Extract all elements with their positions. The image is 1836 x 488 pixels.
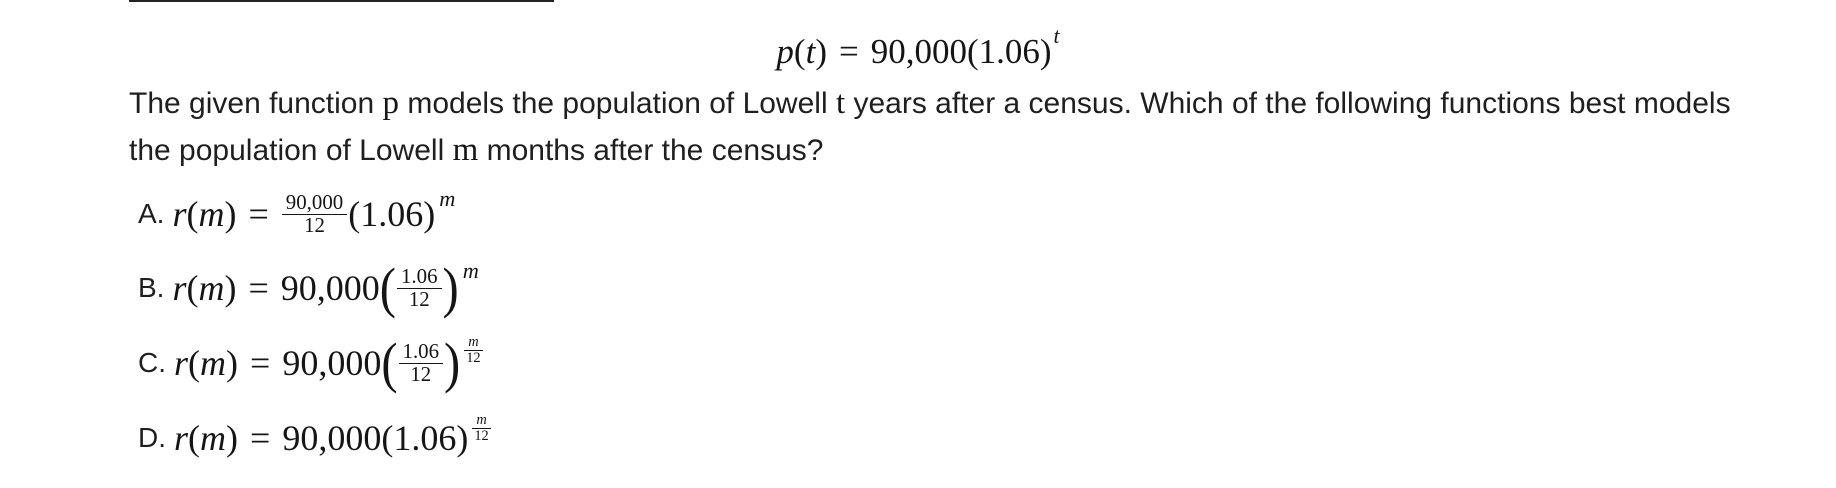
choice-c-equals: =	[250, 343, 271, 383]
choice-d-variable: m	[200, 418, 227, 458]
choice-c-coefficient: 90,000	[282, 343, 382, 383]
question-prompt	[129, 80, 1739, 174]
choice-a-frac-den: 12	[282, 214, 347, 237]
choice-c-variable: m	[200, 343, 227, 383]
choice-c-exp-num: m	[468, 333, 479, 350]
equation-base: 1.06	[978, 32, 1040, 71]
choice-a-equals: =	[248, 194, 269, 234]
choice-b-equals: =	[248, 268, 269, 308]
choice-b-function: r	[172, 268, 187, 308]
choice-a-exponent: m	[439, 185, 456, 211]
choice-d-base: 1.06	[393, 418, 457, 458]
prompt-text-2: models the population of Lowell	[399, 87, 836, 120]
choice-a-function: r	[172, 194, 187, 234]
choice-b-exponent: m	[462, 257, 479, 283]
choice-a-letter: A.	[138, 198, 165, 229]
equation-coefficient: 90,000	[870, 32, 967, 71]
choice-b-frac-den: 12	[397, 288, 442, 311]
equation-function-name: p	[776, 32, 794, 71]
choice-a-expression: r ( m ) = $\frac{90,000}{12}$ ( 1.06 ) m	[172, 185, 456, 237]
choice-b-frac-num: 1.06	[400, 263, 438, 288]
choice-d-coefficient: 90,000	[282, 418, 382, 458]
choice-d-letter: D.	[138, 422, 166, 453]
choice-b-coefficient: 90,000	[280, 268, 380, 308]
prompt-text-1: The given function	[129, 87, 383, 120]
choice-d-exp-den: 12	[474, 428, 489, 445]
choice-b-expression: r ( m ) = 90,000 ( $\frac{1.06}{12}$ ) m	[172, 256, 479, 319]
choice-b-fraction	[399, 263, 440, 311]
prompt-time-var: t	[835, 85, 846, 121]
equation-exponent: t	[1053, 23, 1060, 48]
choice-c-exponent	[465, 335, 481, 366]
choice-c-exp-den: 12	[466, 349, 481, 366]
prompt-text-3: years after a census. Which of the following functions best models the population of Lowell	[129, 87, 1731, 167]
choice-a-fraction	[284, 189, 345, 237]
choice-c-function: r	[174, 343, 189, 383]
choice-c-frac-num: 1.06	[402, 338, 440, 363]
choice-b[interactable]	[138, 258, 479, 318]
choice-c-letter: C.	[138, 347, 166, 378]
top-divider	[129, 0, 554, 2]
equation-variable: t	[805, 32, 816, 71]
choice-c-expression: r ( m ) = 90,000 ( $\frac{1.06}{12}$ ) $\frac{m}{12}$	[174, 331, 481, 394]
choice-d-expression: r ( m ) = 90,000 ( 1.06 ) $\frac{m}{12}$	[174, 412, 489, 458]
prompt-text-4: months after the census?	[478, 134, 824, 167]
choice-d-function: r	[174, 418, 189, 458]
choice-a-base: 1.06	[360, 194, 424, 234]
choice-c[interactable]	[138, 333, 482, 393]
choice-c-frac-den: 12	[399, 363, 444, 386]
choice-d-exp-num: m	[476, 412, 487, 428]
prompt-function-var: p	[382, 85, 399, 121]
choice-d[interactable]	[138, 408, 490, 468]
choice-b-letter: B.	[138, 272, 165, 303]
choice-d-equals: =	[250, 418, 271, 458]
choice-a-variable: m	[198, 194, 225, 234]
choice-a[interactable]	[138, 184, 455, 244]
equation-equals: =	[838, 32, 859, 71]
choice-b-variable: m	[198, 268, 225, 308]
model-equation: $p(t) = 90,000(1.06)^t$	[776, 23, 1060, 71]
choice-a-frac-num: 90,000	[285, 189, 344, 214]
choice-d-exponent	[473, 413, 489, 444]
choice-c-fraction	[401, 338, 442, 386]
prompt-month-var: m	[452, 132, 479, 168]
